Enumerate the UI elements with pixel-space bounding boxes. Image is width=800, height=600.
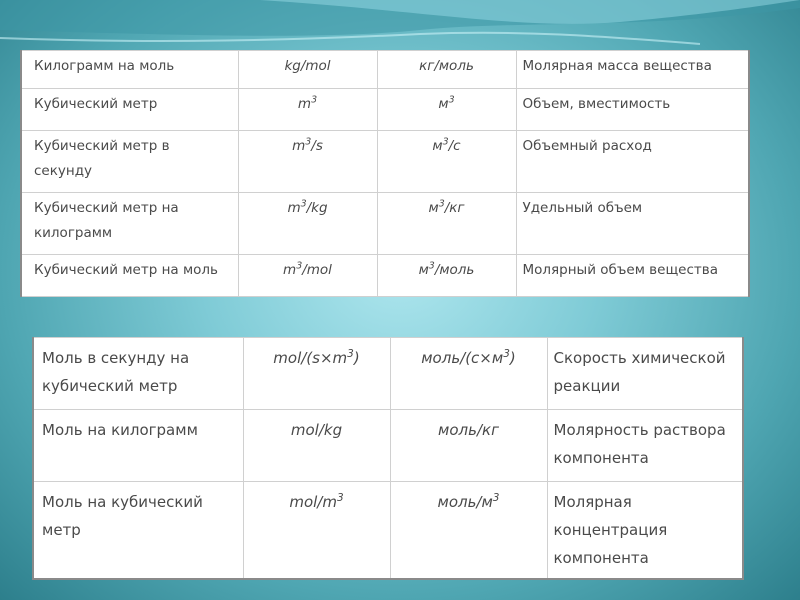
units-table-1 (20, 50, 750, 297)
unit-symbol-ru-suffix: /моль (434, 262, 475, 278)
unit-symbol-ru: моль/м (437, 493, 493, 511)
quantity-description-cell: Объем, вместимость (516, 89, 749, 131)
unit-symbol-ru-cell (390, 338, 547, 410)
unit-symbol: kg/mol (284, 58, 331, 74)
unit-symbol-ru-exponent: 3 (438, 198, 445, 210)
unit-symbol-cell (238, 89, 377, 131)
unit-symbol-suffix: /s (311, 138, 323, 154)
unit-symbol-ru: м (432, 138, 443, 154)
quantity-description-cell: Молярная концентрация компонента (547, 482, 743, 580)
unit-name-cell: Кубический метр (21, 89, 238, 131)
unit-symbol-ru: кг/моль (419, 58, 474, 74)
units-table-2 (32, 337, 744, 580)
unit-symbol-ru-exponent: 3 (448, 94, 455, 106)
unit-name-cell: Кубический метр в секунду (21, 131, 238, 193)
unit-symbol-cell (243, 482, 390, 580)
unit-symbol-cell (238, 131, 377, 193)
unit-symbol-ru-exponent: 3 (442, 136, 449, 148)
unit-symbol-ru-cell (377, 51, 516, 89)
unit-symbol-ru-suffix: /кг (444, 200, 465, 216)
unit-symbol-ru: м (428, 200, 439, 216)
unit-symbol: mol/m (289, 493, 337, 511)
unit-symbol-exponent: 3 (347, 348, 354, 360)
unit-symbol-ru-cell (377, 131, 516, 193)
table-row (21, 51, 749, 89)
unit-symbol-suffix: ) (353, 349, 360, 367)
table-row (21, 89, 749, 131)
unit-symbol-ru: м (438, 96, 449, 112)
quantity-description-cell: Молярная масса вещества (516, 51, 749, 89)
unit-symbol-exponent: 3 (336, 492, 344, 504)
unit-symbol-ru-exponent: 3 (428, 260, 435, 272)
unit-symbol: m (297, 96, 312, 112)
unit-symbol-ru: м (418, 262, 429, 278)
unit-name-cell: Моль на килограмм (33, 410, 243, 482)
unit-symbol-cell (243, 410, 390, 482)
unit-symbol-ru-cell (390, 482, 547, 580)
unit-name-cell: Килограмм на моль (21, 51, 238, 89)
unit-symbol-suffix: /mol (302, 262, 332, 278)
unit-symbol-cell (243, 338, 390, 410)
unit-symbol-exponent: 3 (300, 198, 307, 210)
unit-symbol: m (292, 138, 306, 154)
unit-symbol: mol/(s×m (273, 349, 348, 367)
unit-symbol-ru-cell (377, 193, 516, 255)
unit-symbol-cell (238, 193, 377, 255)
table-row (33, 338, 743, 410)
quantity-description-cell: Объемный расход (516, 131, 749, 193)
unit-symbol-exponent: 3 (311, 94, 318, 106)
unit-symbol-ru-exponent: 3 (503, 348, 510, 360)
unit-symbol-ru-cell (390, 410, 547, 482)
unit-symbol: m (283, 262, 297, 278)
unit-symbol-ru-cell (377, 89, 516, 131)
table-row (21, 255, 749, 297)
quantity-description-cell: Молярный объем вещества (516, 255, 749, 297)
unit-symbol-cell (238, 51, 377, 89)
unit-symbol-ru-cell (377, 255, 516, 297)
quantity-description-cell: Молярность раствора компонента (547, 410, 743, 482)
unit-symbol-ru-suffix: ) (509, 349, 516, 367)
unit-symbol: m (287, 200, 301, 216)
quantity-description-cell: Удельный объем (516, 193, 749, 255)
unit-name-cell: Моль в секунду на кубический метр (33, 338, 243, 410)
table-row (33, 482, 743, 580)
unit-symbol-ru-suffix: /с (448, 138, 461, 154)
quantity-description-cell: Скорость химической реакции (547, 338, 743, 410)
unit-symbol-cell (238, 255, 377, 297)
unit-name-cell: Кубический метр на килограмм (21, 193, 238, 255)
unit-symbol-ru-exponent: 3 (492, 492, 500, 504)
unit-symbol-exponent: 3 (305, 136, 312, 148)
unit-name-cell: Моль на кубический метр (33, 482, 243, 580)
unit-symbol: mol/kg (290, 421, 343, 439)
unit-symbol-ru: моль/(с×м (421, 349, 504, 367)
unit-symbol-exponent: 3 (296, 260, 303, 272)
unit-symbol-ru: моль/кг (438, 421, 499, 439)
unit-name-cell: Кубический метр на моль (21, 255, 238, 297)
table-row (33, 410, 743, 482)
table-row (21, 193, 749, 255)
table-row (21, 131, 749, 193)
unit-symbol-suffix: /kg (306, 200, 328, 216)
